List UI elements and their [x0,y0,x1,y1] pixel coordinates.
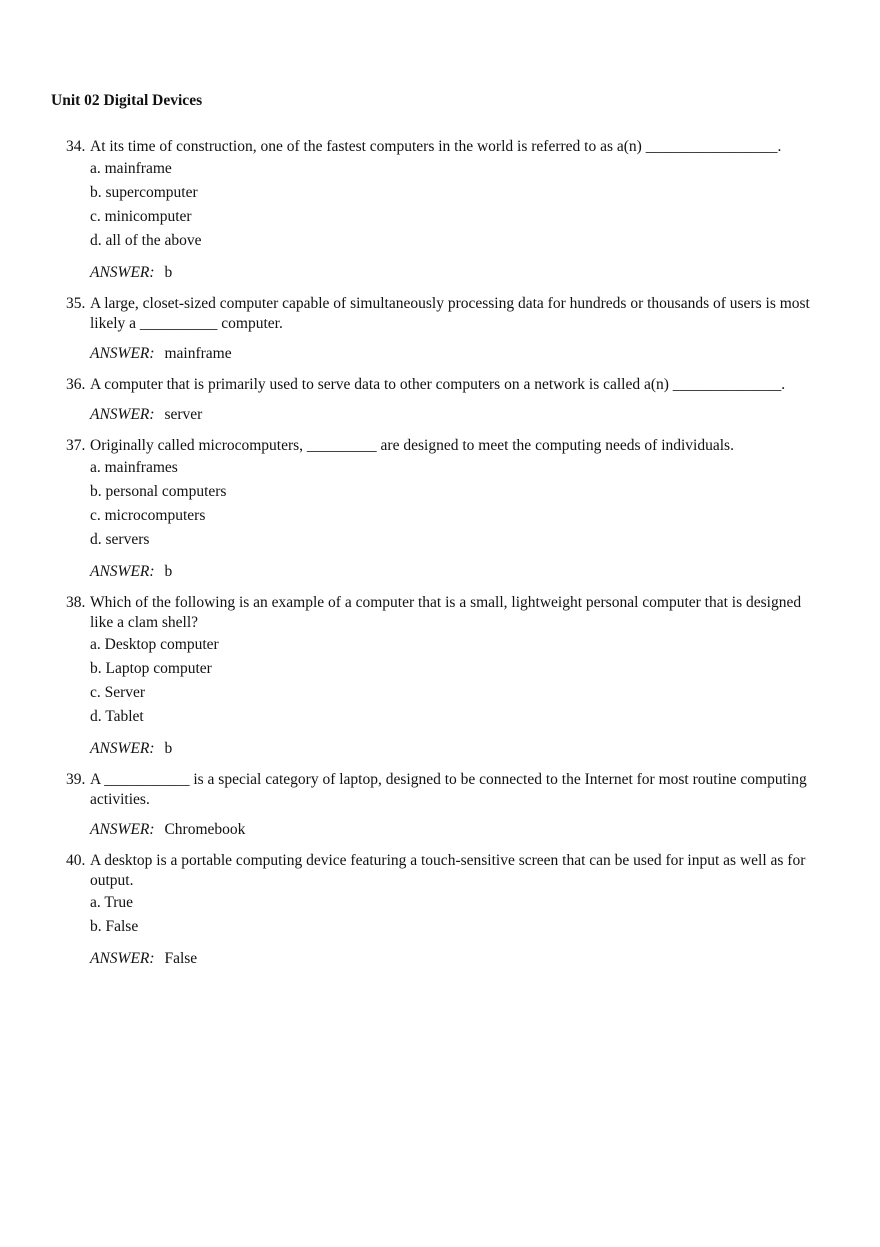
answer-value: b [164,563,173,580]
answer-value: mainframe [164,345,232,362]
choice-option: b. personal computers [90,483,227,500]
question-item [66,593,826,759]
answer-value: Chromebook [164,821,246,838]
answer-line [90,405,826,425]
choice-option: a. mainframe [90,160,172,177]
choice-list [90,891,826,939]
choice-option: a. mainframes [90,459,178,476]
question-text: At its time of construction, one of the fastest computers in the world is referred to as a(n) _________________. [90,138,782,155]
question-item [66,294,826,364]
question-number: 38. [66,594,86,611]
answer-line [90,344,826,364]
choice-option: b. supercomputer [90,184,198,201]
choice-list [90,456,826,552]
answer-value: server [164,406,203,423]
question-item [66,375,826,425]
choice-option: d. all of the above [90,232,202,249]
unit-heading: Unit 02 Digital Devices [51,92,203,109]
answer-line [90,949,826,969]
answer-label: ANSWER: [90,950,155,967]
question-number: 37. [66,437,86,454]
answer-value: b [164,264,173,281]
choice-list [90,633,826,729]
question-text: A ___________ is a special category of laptop, designed to be connected to the Internet for most routine computing activities. [90,771,807,808]
answer-label: ANSWER: [90,563,155,580]
choice-option: c. microcomputers [90,507,206,524]
choice-option: a. True [90,894,134,911]
question-item [66,137,826,283]
question-text: Which of the following is an example of a computer that is a small, lightweight personal computer that is designed like a clam shell? [90,594,802,631]
answer-label: ANSWER: [90,345,155,362]
answer-label: ANSWER: [90,740,155,757]
question-item [66,436,826,582]
question-item [66,770,826,840]
answer-line [90,820,826,840]
answer-value: b [164,740,173,757]
question-number: 39. [66,771,86,788]
answer-label: ANSWER: [90,406,155,423]
question-text: A computer that is primarily used to serve data to other computers on a network is called a(n) ______________. [90,376,786,393]
answer-label: ANSWER: [90,821,155,838]
question-number: 40. [66,852,86,869]
answer-line [90,263,826,283]
question-text: A large, closet-sized computer capable of simultaneously processing data for hundreds or thousands of users is most likely a __________ computer. [90,295,810,332]
question-number: 35. [66,295,86,312]
answer-value: False [164,950,198,967]
choice-option: c. Server [90,684,146,701]
choice-option: b. False [90,918,139,935]
answer-line [90,739,826,759]
question-list [66,137,826,980]
question-number: 34. [66,138,86,155]
choice-list [90,157,826,253]
question-item [66,851,826,969]
choice-option: d. Tablet [90,708,144,725]
choice-option: c. minicomputer [90,208,192,225]
choice-option: b. Laptop computer [90,660,212,677]
question-text: A desktop is a portable computing device featuring a touch-sensitive screen that can be used for input as well as for output. [90,852,806,889]
choice-option: a. Desktop computer [90,636,219,653]
answer-line [90,562,826,582]
choice-option: d. servers [90,531,150,548]
answer-label: ANSWER: [90,264,155,281]
question-text: Originally called microcomputers, _________ are designed to meet the computing needs of individuals. [90,437,734,454]
question-number: 36. [66,376,86,393]
